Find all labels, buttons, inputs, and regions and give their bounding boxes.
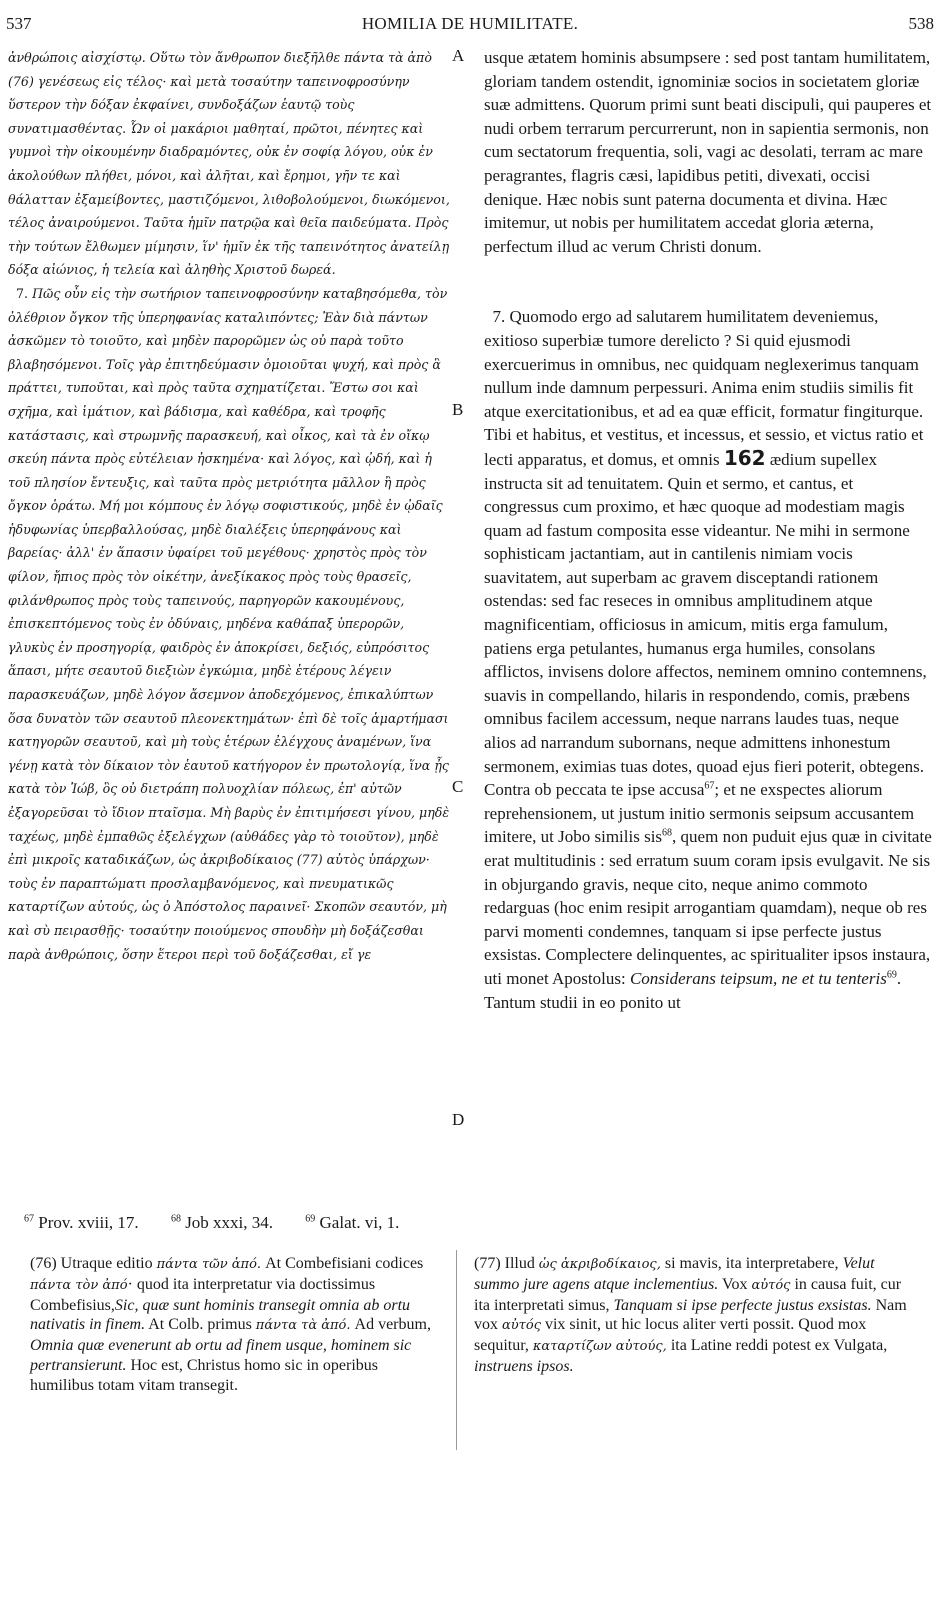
reference-69: $^{69}$ Galat. vi, 1.: [305, 1213, 400, 1232]
column-marker: 162: [723, 445, 766, 470]
greek-paragraph-7-text: Πῶς οὖν εἰς τὴν σωτήριον ταπεινοφροσύνην καταβησόμεθα, τὸν ὀλέθριον ὄγκον τῆς ὑπερηφανίας καταλιπόντες; Ἐὰν διὰ πάντων ἀσκῶμεν τὸ τοιοῦτο, καὶ μηδὲν παρορῶμεν ὡς οὐ παρὰ τοῦτο βλαβησόμενοι. Τοῖς γὰρ ἐπιτηδεύμασιν ὁμοιοῦται ψυχή, καὶ πρὸς ἃ πράττει, τυποῦται, καὶ πρὸς ταῦτα σχηματίζεται. Ἔστω σοι καὶ σχῆμα, καὶ ἱμάτιον, καὶ βάδισμα, καὶ καθέδρα, καὶ τροφῆς κατάστασις, καὶ στρωμνῆς παρασκευή, καὶ οἶκος, καὶ τὰ ἐν οἴκῳ σκεύη πάντα πρὸς εὐτέλειαν ἠσκημένα· καὶ λόγος, καὶ ᾠδή, καὶ ἡ τοῦ πλησίον ἔντευξις, καὶ ταῦτα πρὸς μετριότητα μᾶλλον ἢ πρὸς ὄγκον ὁράτω. Μή μοι κόμπους ἐν λόγῳ σοφιστικούς, μηδὲ ἐν ᾠδαῖς ἡδυφωνίας ὑπερβαλλούσας, μηδὲ διαλέξεις ὑπερηφάνους καὶ βαρείας· ἀλλ' ἐν ἅπασιν ὑφαίρει τοῦ μεγέθους· χρηστὸς πρὸς τὸν φίλον, ἤπιος πρὸς τὸν οἰκέτην, ἀνεξίκακος πρὸς τοὺς θρασεῖς, φιλάνθρωπος πρὸς τοὺς ταπεινούς, παρηγορῶν κακουμένους, ἐπισκεπτόμενος τοὺς ἐν ὀδύναις, μηδένα καθάπαξ ὑπερορῶν, γλυκὺς ἐν προσηγορίᾳ, φαιδρὸς ἐν ἀποκρίσει, δεξιός, εὐπρόσιτος ἅπασι, μήτε σεαυτοῦ διεξιὼν ἐγκώμια, μηδὲ ἑτέρους λέγειν παρασκευάζων, μηδὲ λόγον ἄσεμνον ἀποδεχόμενος, ἐπικαλύπτων ὅσα δυνατὸν τῶν σεαυτοῦ πλεονεκτημάτων· ἐπὶ δὲ τοῖς ἁμαρτήμασι κατηγορῶν σεαυτοῦ, καὶ μὴ τοὺς ἑτέρων ἐλέγχους ἀναμένων, ἵνα γένῃ κατὰ τὸν δίκαιον τὸν ἑαυτοῦ κατήγορον ἐν πρωτολογίᾳ, ἵνα ᾖς κατὰ τὸν Ἰώβ, ὃς οὐ διετράπη πολυοχλίαν πόλεως, ἐπ' αὐτῶν ἐξαγορεῦσαι τὸ ἴδιον πταῖσμα. Μὴ βαρὺς ἐν ἐπιτιμήσεσι γίνου, μηδὲ ταχέως, μηδὲ ἐμπαθῶς ἐξελέγχων (αὐθάδες γὰρ τὸ τοιοῦτον), μηδὲ ἐπὶ μικροῖς καταδικάζων, ὡς ἀκριβοδίκαιος (77) αὐτὸς ὑπάρχων· τοὺς ἐν παραπτώματι προσλαμβανόμενος, καὶ πνευματικῶς καταρτίζων αὐτούς, ὡς ὁ Ἀπόστολος παραινεῖ· Σκοπῶν σεαυτόν, μὴ καὶ σὺ πειρασθῇς· τοσαύτην ποιούμενος σπουδὴν μὴ δοξάζεσθαι παρὰ ἀνθρώποις, ὅσην ἕτεροι περὶ τοῦ δοξάζεσθαι, εἴ γε: [8, 285, 450, 962]
latin-section-number: 7.: [492, 307, 506, 327]
reference-68: $^{68}$ Job xxxi, 34.: [170, 1213, 274, 1232]
page-number-left: 537: [6, 14, 32, 33]
margin-letter-b: B: [452, 400, 464, 419]
page-number-right: 538: [908, 14, 934, 33]
margin-letter-d: D: [452, 1110, 465, 1129]
scripture-references: [24, 1213, 924, 1233]
margin-letter-c: C: [452, 777, 464, 796]
running-header: [6, 14, 934, 36]
greek-column: [8, 46, 452, 966]
footnote-ref-69: 69: [886, 969, 897, 981]
reference-67: $^{67}$ Prov. xviii, 17.: [24, 1213, 139, 1232]
note-77: (77) Illud ὡς ἀκριβοδίκαιος, si mavis, ita interpretabere, Velut summo jure agens atque inclementius. Vox αὐτός in causa fuit, cur ita interpretati simus, Tanquam si ipse perfecte justus exsistas. Nam vox αὐτός vix sinit, ut hic locus aliter verti possit. Quod mox sequitur, καταρτίζων αὐτούς, ita Latine reddi potest ex Vulgata, instruens ipsos.: [474, 1255, 907, 1375]
note-76: (76) Utraque editio πάντα τῶν ἀπό. At Combefisiani codices πάντα τὸν ἀπό· quod ita interpretatur via doctissimus Combefisius,Sic, quæ sunt hominis transegit omnia ab ortu nativatis in finem. At Colb. primus πάντα τὰ ἀπό. Ad verbum, Omnia quæ evenerunt ab ortu ad finem usque, hominem sic pertransierunt. Hoc est, Christus homo sic in operibus humilibus totam vitam transegit.: [30, 1255, 431, 1394]
latin-text-d: , quem non puduit ejus quæ in civitate erat multitudinis : sed erratum suum coram ipsis evulgavit. Ne sis in objurgando gravis, neque cito, neque animo commoto redarguas (hoc enim resipit arrogantiam quamdam), neque ob res parvi momenti condemnes, tanquam si ipse perfecte justus exsistas. Complectere delinquentes, ac spiritualiter ipsos instaura, uti monet Apostolus:: [484, 827, 932, 988]
latin-scripture-quote: Considerans teipsum, ne et tu tenteris: [629, 968, 887, 988]
latin-text-b: ædium supellex instructa sit ad tenuitatem. Quin et sermo, et cantus, et congressus cum proximo, et hæc quoque ad modestiam magis quam ad fastum composita esse videantur. Ne mihi in sermone sophisticam jactantiam, aut in cantilenis nimiam vocis suavitatem, aut superbam ac gravem disceptandi rationem ostendas: sed fac reseces in omnibus amplitudinem atque magnificentiam, officiosus in amicum, mitis erga famulum, patiens erga petulantes, humanus erga humiles, consolans afflictos, invisens dolore affectos, neminem omnino contemnens, suavis in compellando, hilaris in respondendo, comis, præbens omnibus facilem accessum, neque narrans laudes tuas, neque alios ad narrandum subornans, neque admittens inhonestum sermonem, eximias tuas dotes, quoad ejus fieri poterit, obtegens. Contra ob peccata te ipse accusa: [484, 449, 927, 800]
latin-text-a: Quomodo ergo ad salutarem humilitatem deveniemus, exitioso superbiæ tumore derelicto ? Si quid ejusmodi exercuerimus in omnibus, nec quidquam neglexerimus tanquam nullum inde damnum perpessuri. Anima enim studiis similis fit atque exercitationibus, et ad ea quæ efficit, formatur fingiturque. Tibi et habitus, et vestitus, et incessus, et sessio, et victus ratio et lecti apparatus, et domus, et omnis: [484, 307, 924, 469]
latin-column: [484, 46, 932, 1014]
latin-text-c: ; et ne exspectes aliorum reprehensionem, ut justum initio sermonis seipsum accusantem imitere, ut Jobo similis sis: [484, 780, 915, 847]
latin-paragraph-7: [484, 305, 932, 1014]
latin-text-e: . Tantum studii in eo ponito ut: [484, 968, 902, 1012]
notes-divider: [456, 1250, 457, 1450]
margin-letter-a: A: [452, 46, 465, 65]
footnote-ref-68: 68: [662, 827, 673, 839]
greek-paragraph-6: ἀνθρώποις αἰσχίστῳ. Οὕτω τὸν ἄνθρωπον διεξῆλθε πάντα τὰ ἀπὸ (76) γενέσεως εἰς τέλος· καὶ μετὰ τοσαύτην ταπεινοφροσύνην ὕστερον τὴν δόξαν ἐκφαίνει, συνδοξάζων ἑαυτῷ τοὺς συνατιμασθέντας. Ὧν οἱ μακάριοι μαθηταί, πρῶτοι, πένητες καὶ γυμνοὶ τὴν οἰκουμένην διαδραμόντες, οὐκ ἐν σοφίᾳ λόγου, οὐκ ἐν ἀκολούθων πλήθει, μόνοι, καὶ ἀλῆται, καὶ ἔρημοι, γῆν τε καὶ θάλατταν ἐξαμείβοντες, μαστιζόμενοι, λιθοβολούμενοι, διωκόμενοι, τέλος ἀναιρούμενοι. Ταῦτα ἡμῖν πατρῷα καὶ θεῖα παιδεύματα. Πρὸς τὴν τούτων ἔλθωμεν μίμησιν, ἵν' ἡμῖν ἐκ τῆς ταπεινότητος ἀνατείλῃ δόξα αἰώνιος, ἡ τελεία καὶ ἀληθὴς Χριστοῦ δωρεά.: [8, 50, 450, 278]
latin-paragraph-6: usque ætatem hominis absumpsere : sed post tantam humilitatem, gloriam tandem ostendit, ignominiæ socios in societatem gloriæ suæ admittens. Quorum primi sunt beati discipuli, qui pauperes et nudi orbem terrarum percurrerunt, non in sapientia sermonis, non cum sectatorum frequentia, soli, vagi ac desolati, terram ac mare peragrantes, flagris cæsi, lapidibus petiti, divexati, occisi denique. Hæc nobis sunt paterna documenta et divina. Hæc imitemur, ut nobis per humilitatem accedat gloria æterna, perfectum illud ac verum Christi donum.: [484, 48, 932, 256]
greek-paragraph-7: [8, 282, 452, 966]
footnote-ref-67: 67: [704, 780, 715, 792]
greek-section-number: 7.: [16, 285, 29, 301]
running-title: HOMILIA DE HUMILITATE.: [361, 14, 579, 33]
